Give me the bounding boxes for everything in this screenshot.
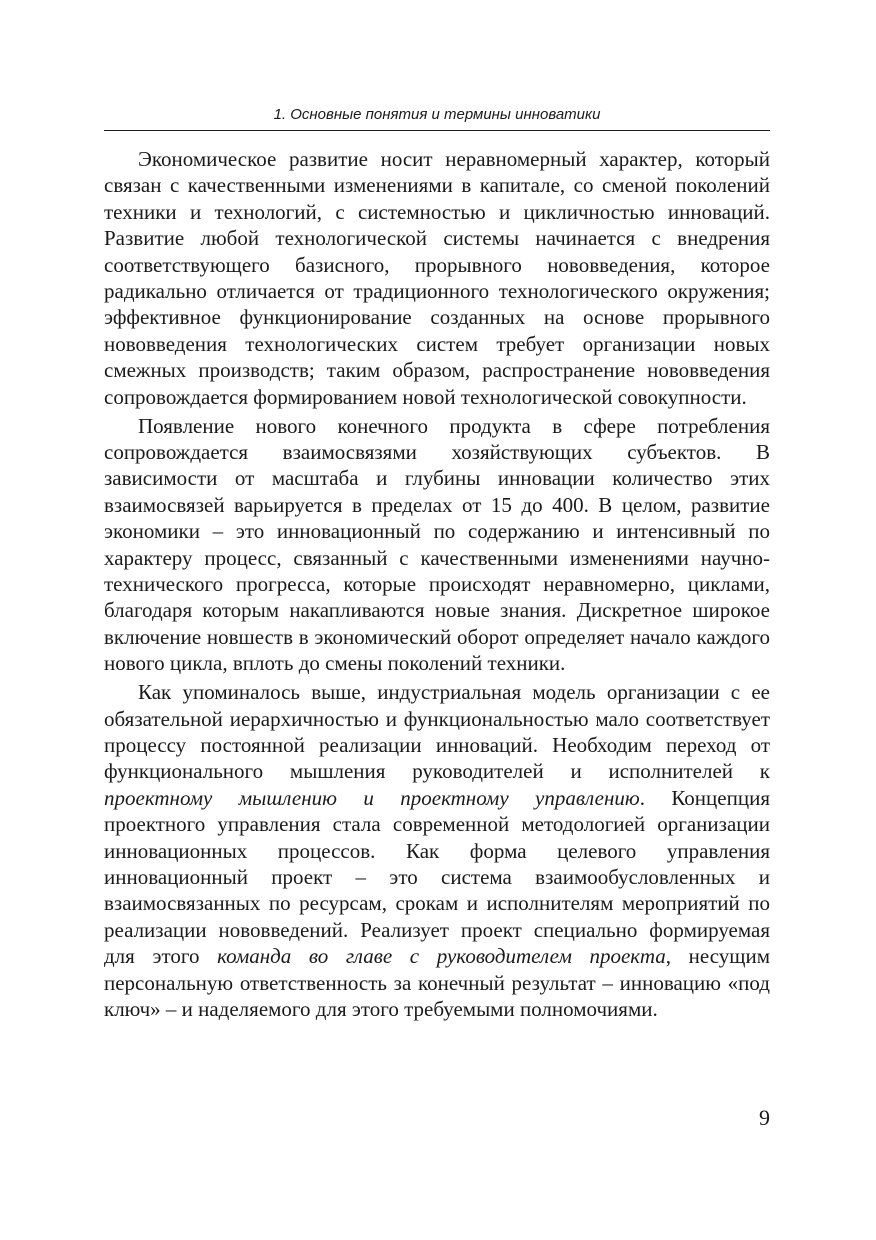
page-number: 9 (759, 1105, 770, 1130)
paragraph-text-part: , несущим персональную ответственность за конечный результат – инновацию «под ключ» – и наделяемого для этого требуемыми полномочиями. (104, 944, 770, 1021)
paragraph-economic-development (104, 146, 770, 410)
paragraph-project-management (104, 679, 770, 1022)
paragraph-text: Экономическое развитие носит неравномерный характер, который связан с качественными изменениями в капитале, со сменой поколений техники и технологий, с системностью и цикличностью инноваций. Развитие любой технологической системы начинается с внедрения соответствующего базисного, прорывного нововведения, которое радикально отличается от традиционного технологического окружения; эффективное функционирование созданных на основе прорывного нововведения технологических систем требует организации новых смежных производств; таким образом, распространение нововведения сопровождается формированием новой технологической совокупности. (104, 147, 770, 409)
page-body (104, 146, 770, 1025)
paragraph-text-part: Как упоминалось выше, индустриальная модель организации с ее обязательной иерархичностью и функциональностью мало соответствует процессу постоянной реализации инноваций. Необходим переход от функционального мышления руководителей и исполнителей к (104, 680, 770, 784)
paragraph-new-product (104, 413, 770, 677)
paragraph-text: Появление нового конечного продукта в сфере потребления сопровождается взаимосвязями хозяйствующих субъектов. В зависимости от масштаба и глубины инновации количество этих взаимосвязей варьируется в пределах от 15 до 400. В целом, развитие экономики – это инновационный по содержанию и интенсивный по характеру процесс, связанный с качественными изменениями научно-технического прогресса, которые происходят неравномерно, циклами, благодаря которым накапливаются новые знания. Дискретное широкое включение новшеств в экономический оборот определяет начало каждого нового цикла, вплоть до смены поколений техники. (104, 413, 770, 676)
emphasis-project-thinking: проектному мышлению и проектному управлению (104, 785, 640, 810)
chapter-title: 1. Основные понятия и термины инноватики (273, 106, 601, 123)
running-header (104, 104, 770, 131)
paragraph-text-part: . Концепция проектного управления стала современной методологией организации инновационных процессов. Как форма целевого управления инновационный проект – это система взаимообусловленных и взаимосвязанных по ресурсам, срокам и исполнителям мероприятий по реализации нововведений. Реализует проект специально формируемая для этого (104, 785, 770, 969)
emphasis-project-team: команда во главе с руководителем проекта (217, 944, 666, 969)
